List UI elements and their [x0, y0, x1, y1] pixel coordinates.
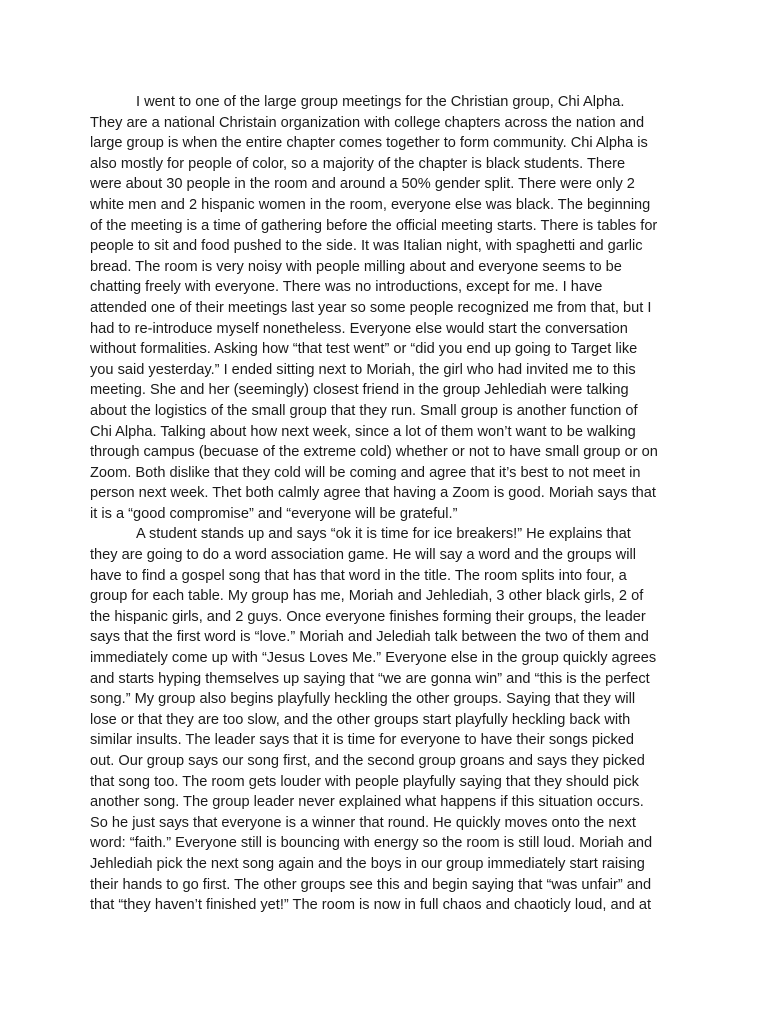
text-line: without formalities. Asking how “that test went” or “did you end up going to Target like — [90, 341, 638, 358]
text-line: through campus (becuase of the extreme cold) whether or not to have small group or on — [90, 444, 658, 461]
text-line: Chi Alpha. Talking about how next week, since a lot of them won’t want to be walking — [90, 423, 636, 440]
text-line: white men and 2 hispanic women in the room, everyone else was black. The beginning — [90, 196, 651, 213]
text-line: have to find a gospel song that has that word in the title. The room splits into four, a — [90, 567, 627, 584]
text-line: A student stands up and says “ok it is time for ice breakers!” He explains that — [136, 526, 631, 543]
text-line: large group is when the entire chapter comes together to form community. Chi Alpha is — [90, 135, 648, 152]
text-line: their hands to go first. The other groups see this and begin saying that “was unfair” and — [90, 876, 652, 893]
text-line: Jehlediah pick the next song again and the boys in our group immediately start raising — [90, 855, 645, 872]
text-line: attended one of their meetings last year so some people recognized me from that, but I — [90, 299, 652, 316]
text-line: out. Our group says our song first, and the second group groans and says they picked — [90, 753, 645, 769]
text-line: it is a “good compromise” and “everyone will be grateful.” — [90, 505, 458, 522]
text-line: meeting. She and her (seemingly) closest friend in the group Jehlediah were talking — [90, 382, 629, 399]
text-line: and starts hyping themselves up saying that “we are gonna win” and “this is the perfect — [90, 670, 650, 687]
text-line: had to re-introduce myself nonetheless. Everyone else would start the conversation — [90, 320, 628, 337]
text-line: chatting freely with everyone. There was no introductions, except for me. I have — [90, 279, 603, 296]
text-line: you said yesterday.” I ended sitting next to Moriah, the girl who had invited me to this — [90, 361, 636, 378]
text-line: the hispanic girls, and 2 guys. Once everyone finishes forming their groups, the leader — [90, 608, 646, 625]
text-line: word: “faith.” Everyone still is bouncing with energy so the room is still loud. Moriah and — [90, 835, 653, 852]
text-line: people to sit and food pushed to the side. It was Italian night, with spaghetti and garlic — [90, 238, 643, 255]
text-line: were about 30 people in the room and around a 50% gender split. There were only 2 — [90, 176, 635, 193]
text-line: that song too. The room gets louder with people playfully saying that they should pick — [90, 773, 639, 790]
text-line: similar insults. The leader says that it is time for everyone to have their songs picked — [90, 732, 635, 749]
text-line: immediately come up with “Jesus Loves Me.” Everyone else in the group quickly agrees — [90, 650, 657, 667]
text-line: another song. The group leader never explained what happens if this situation occurs. — [90, 794, 644, 811]
text-line: of the meeting is a time of gathering before the official meeting starts. There is tables for — [90, 217, 658, 234]
text-line: song.” My group also begins playfully heckling the other groups. Saying that they will — [90, 691, 636, 708]
text-line: I went to one of the large group meetings for the Christian group, Chi Alpha. — [136, 94, 625, 110]
text-line: group for each table. My group has me, Moriah and Jehlediah, 3 other black girls, 2 of — [90, 588, 644, 605]
essay-body — [90, 92, 690, 916]
text-line: person next week. Thet both calmly agree that having a Zoom is good. Moriah says that — [90, 485, 656, 502]
text-line: that “they haven’t finished yet!” The room is now in full chaos and chaoticly loud, and at — [90, 897, 652, 914]
text-line: about the logistics of the small group that they run. Small group is another function of — [90, 402, 638, 419]
text-line: also mostly for people of color, so a majority of the chapter is black students. There — [90, 155, 626, 172]
text-line: They are a national Christain organization with college chapters across the nation and — [90, 114, 645, 131]
text-line: they are going to do a word association game. He will say a word and the groups will — [90, 547, 636, 564]
text-line: lose or that they are too slow, and the other groups start playfully heckling back with — [90, 711, 631, 728]
text-line: says that the first word is “love.” Moriah and Jelediah talk between the two of them and — [90, 629, 649, 646]
text-line: bread. The room is very noisy with people milling about and everyone seems to be — [90, 258, 622, 275]
text-line: So he just says that everyone is a winner that round. He quickly moves onto the next — [90, 814, 636, 831]
text-line: Zoom. Both dislike that they cold will be coming and agree that it’s best to not meet in — [90, 464, 641, 481]
